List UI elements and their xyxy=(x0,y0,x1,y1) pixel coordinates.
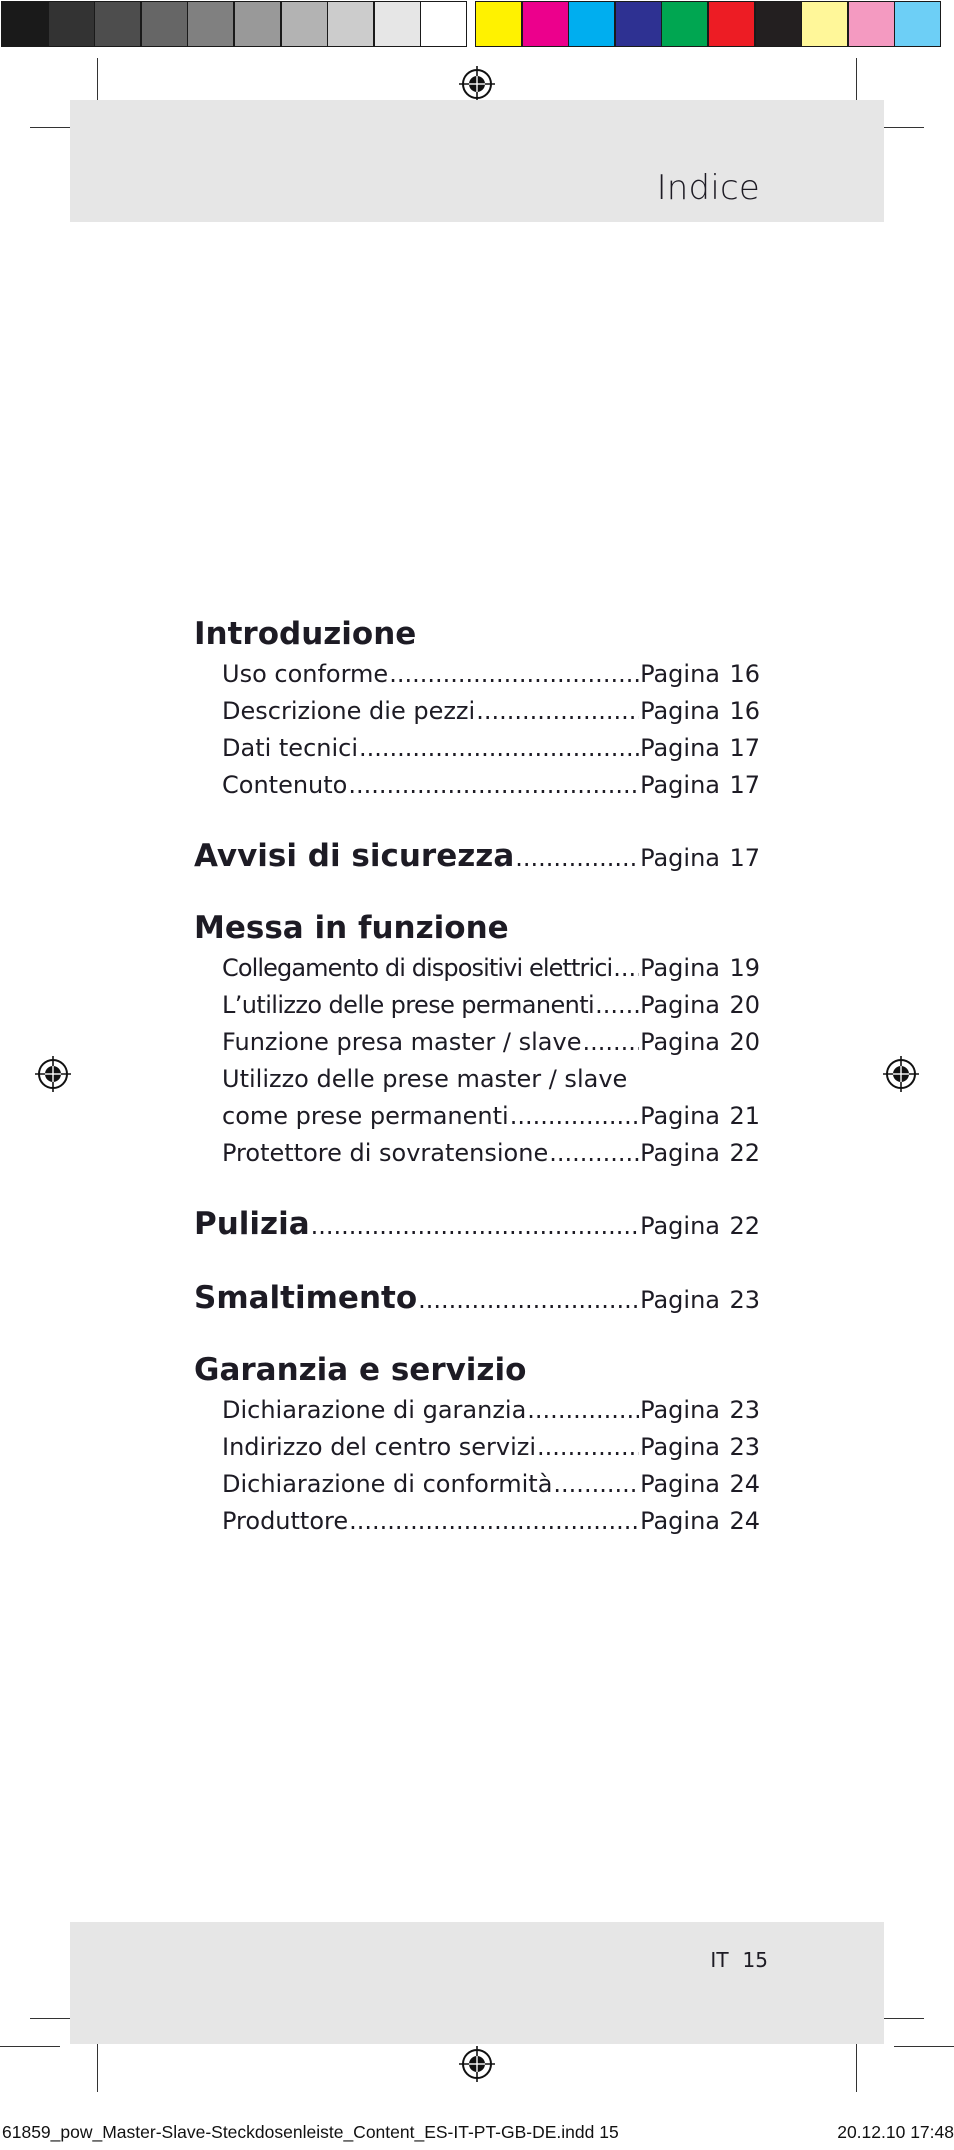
color-swatch xyxy=(234,1,281,47)
registration-mark-icon xyxy=(35,1056,71,1092)
dot-leader xyxy=(527,1392,639,1429)
toc-page-label: Pagina xyxy=(640,954,720,982)
dot-leader xyxy=(549,1135,639,1172)
crop-mark xyxy=(884,127,924,128)
crop-mark xyxy=(884,2018,924,2019)
toc-page-label: Pagina xyxy=(640,660,720,688)
print-slug xyxy=(0,2118,954,2146)
toc-page-number: 20 xyxy=(729,1028,760,1056)
toc-page-label: Pagina xyxy=(640,844,720,872)
dot-leader xyxy=(348,767,639,804)
dot-leader xyxy=(349,1503,639,1540)
toc-page-label: Pagina xyxy=(640,1139,720,1167)
color-swatch xyxy=(374,1,421,47)
toc-page-label: Pagina xyxy=(640,1470,720,1498)
crop-mark xyxy=(30,127,70,128)
color-swatch xyxy=(568,1,615,47)
toc-entry-label: Uso conforme xyxy=(222,660,389,688)
toc-page-label: Pagina xyxy=(640,1102,720,1130)
toc-section-title: Smaltimento xyxy=(194,1280,418,1316)
dot-leader xyxy=(389,656,639,693)
toc-entry[interactable] xyxy=(194,1503,760,1540)
toc-page-label: Pagina xyxy=(640,991,720,1019)
toc-section-title: Messa in funzione xyxy=(194,910,509,946)
color-swatch xyxy=(475,1,522,47)
toc-page-number: 16 xyxy=(729,697,760,725)
color-swatch xyxy=(801,1,848,47)
toc-page-number: 23 xyxy=(729,1286,760,1314)
toc-entry[interactable] xyxy=(194,767,760,804)
toc-page-number: 21 xyxy=(729,1102,760,1130)
toc-entry[interactable] xyxy=(194,950,760,987)
toc-entry-label-continued: come prese permanenti xyxy=(222,1102,509,1130)
dot-leader xyxy=(595,987,639,1024)
toc-entry[interactable] xyxy=(194,656,760,693)
dot-leader xyxy=(515,836,639,880)
toc-section xyxy=(194,1348,760,1540)
toc-entry-label: Utilizzo delle prese master / slave xyxy=(222,1065,628,1093)
registration-mark-icon xyxy=(459,2046,495,2082)
dot-leader xyxy=(582,1024,639,1061)
dot-leader xyxy=(311,1204,639,1248)
color-swatch xyxy=(522,1,569,47)
toc-page-number: 17 xyxy=(729,771,760,799)
crop-mark xyxy=(97,58,98,104)
toc-entry[interactable] xyxy=(194,1098,760,1135)
toc-page-label: Pagina xyxy=(640,1433,720,1461)
toc-page-number: 17 xyxy=(729,844,760,872)
crop-mark xyxy=(894,2046,954,2047)
color-swatch xyxy=(420,1,467,47)
toc-entry-line1[interactable] xyxy=(194,1061,760,1098)
crop-mark xyxy=(856,58,857,104)
slug-datetime: 20.12.10 17:48 xyxy=(837,2122,954,2142)
toc-page-label: Pagina xyxy=(640,771,720,799)
dot-leader xyxy=(537,1429,639,1466)
toc-entry[interactable] xyxy=(194,693,760,730)
toc-entry-label: Funzione presa master / slave xyxy=(222,1028,582,1056)
footer-band xyxy=(70,1922,884,2044)
color-swatch xyxy=(1,1,48,47)
toc-entry-label: Descrizione die pezzi xyxy=(222,697,476,725)
toc-page-label: Pagina xyxy=(640,1507,720,1535)
print-color-bar xyxy=(0,0,954,48)
color-swatch xyxy=(48,1,95,47)
table-of-contents xyxy=(194,612,760,1540)
toc-entry-label: Produttore xyxy=(222,1507,349,1535)
toc-entry-label: Dichiarazione di garanzia xyxy=(222,1396,527,1424)
toc-page-number: 24 xyxy=(729,1470,760,1498)
toc-page-number: 22 xyxy=(729,1212,760,1240)
language-code: IT xyxy=(710,1948,729,1972)
toc-page-label: Pagina xyxy=(640,1028,720,1056)
toc-section-title: Introduzione xyxy=(194,616,417,652)
color-swatch xyxy=(708,1,755,47)
toc-entry-label: Indirizzo del centro servizi xyxy=(222,1433,537,1461)
page-title: Indice xyxy=(656,168,760,208)
toc-entry-label: Dati tecnici xyxy=(222,734,359,762)
toc-section xyxy=(194,906,760,1172)
toc-page-number: 24 xyxy=(729,1507,760,1535)
toc-entry[interactable] xyxy=(194,1276,760,1320)
registration-mark-icon xyxy=(459,66,495,102)
toc-entry[interactable] xyxy=(194,730,760,767)
toc-page-number: 23 xyxy=(729,1396,760,1424)
toc-section-title: Avvisi di sicurezza xyxy=(194,838,515,874)
dot-leader xyxy=(418,1278,639,1322)
toc-page-number: 23 xyxy=(729,1433,760,1461)
color-swatch xyxy=(755,1,802,47)
toc-page-number: 16 xyxy=(729,660,760,688)
page-number xyxy=(710,1948,768,1972)
crop-mark xyxy=(30,2018,70,2019)
toc-section-title: Garanzia e servizio xyxy=(194,1352,527,1388)
toc-page-number: 20 xyxy=(729,991,760,1019)
toc-page-number: 17 xyxy=(729,734,760,762)
toc-page-label: Pagina xyxy=(640,1286,720,1314)
toc-entry[interactable] xyxy=(194,834,760,878)
color-swatch xyxy=(615,1,662,47)
toc-entry[interactable] xyxy=(194,1202,760,1246)
dot-leader xyxy=(476,693,639,730)
crop-mark xyxy=(97,2042,98,2092)
page-number-value: 15 xyxy=(742,1948,768,1972)
toc-page-label: Pagina xyxy=(640,1212,720,1240)
toc-entry-label: L’utilizzo delle prese permanenti xyxy=(222,991,595,1019)
toc-section-title: Pulizia xyxy=(194,1206,310,1242)
color-swatch xyxy=(327,1,374,47)
color-swatch xyxy=(141,1,188,47)
crop-mark xyxy=(0,2046,60,2047)
toc-entry-label: Dichiarazione di conformità xyxy=(222,1470,553,1498)
crop-mark xyxy=(856,2042,857,2092)
toc-section xyxy=(194,612,760,804)
dot-leader xyxy=(359,730,639,767)
toc-page-label: Pagina xyxy=(640,1396,720,1424)
slug-filename: 61859_pow_Master-Slave-Steckdosenleiste_Content_ES-IT-PT-GB-DE.indd 15 xyxy=(2,2122,619,2142)
toc-entry[interactable] xyxy=(194,987,760,1024)
color-swatch xyxy=(94,1,141,47)
color-swatch xyxy=(894,1,941,47)
toc-page-number: 19 xyxy=(729,954,760,982)
registration-mark-icon xyxy=(883,1056,919,1092)
toc-page-number: 22 xyxy=(729,1139,760,1167)
toc-page-label: Pagina xyxy=(640,734,720,762)
toc-page-label: Pagina xyxy=(640,697,720,725)
toc-entry[interactable] xyxy=(194,1392,760,1429)
color-swatch xyxy=(281,1,328,47)
color-swatch xyxy=(187,1,234,47)
dot-leader xyxy=(553,1466,639,1503)
toc-entry[interactable] xyxy=(194,1024,760,1061)
color-swatch xyxy=(848,1,895,47)
toc-entry[interactable] xyxy=(194,1135,760,1172)
toc-entry[interactable] xyxy=(194,1466,760,1503)
dot-leader xyxy=(613,950,639,987)
toc-entry-label: Collegamento di dispositivi elettrici xyxy=(222,954,613,982)
toc-entry-label: Contenuto xyxy=(222,771,348,799)
color-swatch xyxy=(661,1,708,47)
header-band xyxy=(70,100,884,222)
toc-entry-label: Protettore di sovratensione xyxy=(222,1139,549,1167)
toc-entry[interactable] xyxy=(194,1429,760,1466)
dot-leader xyxy=(510,1098,639,1135)
